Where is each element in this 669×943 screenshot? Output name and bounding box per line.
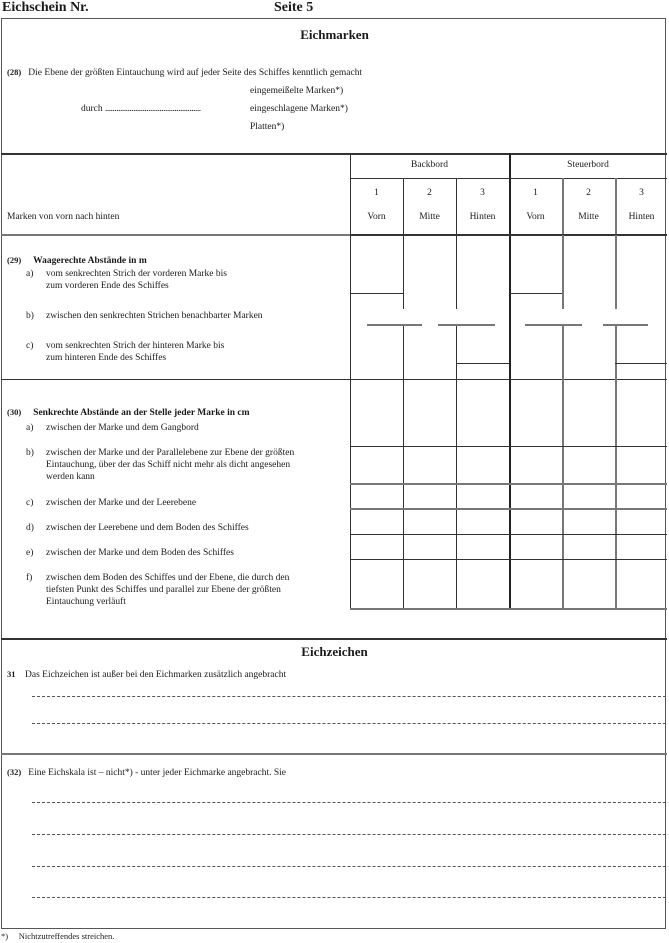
item-28-number: (28) [7, 67, 22, 77]
footnote [1, 931, 114, 941]
field-30a-sb-1[interactable] [510, 380, 561, 445]
item-text: Eintauchung verläuft [46, 597, 126, 607]
item-29-a [26, 268, 227, 292]
item-text: zwischen der Marke und dem Boden des Schiffes [46, 548, 234, 558]
item-29-b [26, 310, 263, 322]
field-30b-sb-2[interactable] [563, 447, 614, 482]
field-30f-sb-2[interactable] [563, 560, 614, 607]
grid-line [403, 235, 404, 309]
field-30c-bb-3[interactable] [457, 484, 508, 507]
item-text: Eintauchung, über der das Schiff nicht mehr als dicht angesehen [46, 460, 291, 470]
item-text: zum hinteren Ende des Schiffes [46, 353, 167, 363]
section-title-eichmarken: Eichmarken [300, 27, 369, 42]
col-bb-3-number: 3 [480, 188, 485, 198]
grid-line [456, 235, 457, 309]
durch-fill-field[interactable]: ................................................... [105, 104, 201, 114]
item-32-blank-line-4[interactable] [32, 897, 666, 898]
col-sb-3-number: 3 [639, 188, 644, 198]
divider [1, 153, 667, 155]
item-label: b) [26, 448, 34, 458]
field-30e-bb-1[interactable] [351, 535, 402, 558]
item-32-text: Eine Eichskala ist – nicht*) - unter jeder Eichmarke angebracht. Sie [28, 768, 287, 778]
field-30f-bb-1[interactable] [351, 560, 402, 607]
item-30-heading [7, 402, 250, 420]
grid-line [350, 178, 667, 179]
field-30c-sb-2[interactable] [563, 484, 614, 507]
item-32-number: (32) [7, 767, 22, 777]
col-sb-1-label: Vorn [526, 212, 545, 222]
col-sb-1-number: 1 [533, 188, 538, 198]
field-30d-bb-3[interactable] [457, 509, 508, 533]
item-label: b) [26, 311, 34, 321]
grid-line [509, 293, 562, 294]
item-text: zwischen den senkrechten Strichen benachbarter Marken [46, 311, 263, 321]
field-30d-sb-1[interactable] [510, 509, 561, 533]
field-30b-bb-3[interactable] [457, 447, 508, 482]
field-30f-bb-2[interactable] [404, 560, 455, 607]
item-30-title: Senkrechte Abstände an der Stelle jeder Marke in cm [33, 408, 250, 418]
field-30c-bb-1[interactable] [351, 484, 402, 507]
item-31-blank-line-2[interactable] [32, 723, 666, 724]
col-sb-2-label: Mitte [578, 212, 599, 222]
group-header-steuerbord: Steuerbord [567, 160, 609, 170]
field-30c-sb-1[interactable] [510, 484, 561, 507]
item-text: vom senkrechten Strich der hinteren Marke bis [46, 341, 225, 351]
field-29b-bb-1-2[interactable] [367, 324, 422, 326]
item-text: zwischen der Marke und der Parallelebene zur Ebene der größten [46, 448, 295, 458]
item-text: zwischen dem Boden des Schiffes und der Ebene, die durch den [46, 573, 290, 583]
option-plates[interactable]: Platten*) [250, 122, 285, 132]
item-31-text: Das Eichzeichen ist außer bei den Eichmarken zusätzlich angebracht [25, 670, 287, 680]
row-header-label: Marken von vorn nach hinten [7, 212, 120, 222]
field-30d-bb-2[interactable] [404, 509, 455, 533]
item-30-number: (30) [7, 407, 22, 417]
field-30e-bb-3[interactable] [457, 535, 508, 558]
section-title-eichzeichen: Eichzeichen [301, 644, 368, 659]
item-label: c) [26, 498, 34, 508]
field-30e-sb-2[interactable] [563, 535, 614, 558]
col-bb-3-label: Hinten [469, 212, 496, 222]
item-text: zum vorderen Ende des Schiffes [46, 281, 169, 291]
item-32 [7, 766, 286, 779]
field-30b-bb-1[interactable] [351, 447, 402, 482]
item-text: werden kann [46, 472, 95, 482]
item-30-d [26, 522, 249, 534]
field-30c-bb-2[interactable] [404, 484, 455, 507]
grid-line [403, 178, 404, 235]
field-30c-sb-3[interactable] [616, 484, 666, 507]
certificate-number-label: Eichschein Nr. [2, 0, 89, 15]
durch-text: durch [81, 104, 103, 114]
footnote-marker: *) [1, 931, 9, 941]
item-label: c) [26, 341, 34, 351]
item-label: d) [26, 523, 34, 533]
col-bb-1-number: 1 [374, 188, 379, 198]
divider [1, 753, 667, 755]
field-29a-sb-1[interactable] [510, 236, 562, 293]
field-29b-bb-2-3[interactable] [438, 324, 495, 326]
field-30e-bb-2[interactable] [404, 535, 455, 558]
grid-line [350, 608, 667, 610]
field-30f-sb-1[interactable] [510, 560, 561, 607]
grid-line [562, 178, 564, 235]
grid-line [615, 235, 617, 309]
field-29b-sb-1-2[interactable] [525, 324, 582, 326]
item-29-c [26, 340, 224, 364]
col-bb-1-label: Vorn [367, 212, 386, 222]
item-label: a) [26, 269, 34, 279]
grid-line [456, 178, 457, 235]
field-30a-sb-3[interactable] [616, 380, 666, 445]
field-30b-bb-2[interactable] [404, 447, 455, 482]
group-header-backbord: Backbord [411, 160, 448, 170]
field-29c-sb-3[interactable] [616, 364, 667, 379]
field-30a-bb-3[interactable] [457, 380, 508, 445]
field-29a-bb-1[interactable] [351, 236, 403, 293]
item-label: e) [26, 548, 34, 558]
grid-line [562, 325, 564, 379]
col-sb-3-label: Hinten [628, 212, 655, 222]
footnote-text: Nichtzutreffendes streichen. [18, 931, 115, 941]
item-text: zwischen der Marke und dem Gangbord [46, 423, 199, 433]
item-30-b [26, 447, 294, 483]
field-30a-sb-2[interactable] [563, 380, 614, 445]
field-30a-bb-1[interactable] [351, 380, 402, 445]
option-chiselled-marks[interactable]: eingemeißelte Marken*) [250, 86, 344, 96]
field-30f-bb-3[interactable] [457, 560, 508, 607]
section-divider [1, 638, 667, 640]
item-31-blank-line-1[interactable] [32, 696, 666, 697]
field-29c-bb-3[interactable] [457, 364, 509, 379]
item-29-title: Waagerechte Abstände in m [33, 256, 147, 266]
field-30d-bb-1[interactable] [351, 509, 402, 533]
field-29b-sb-2-3[interactable] [603, 324, 648, 326]
item-31 [7, 668, 286, 681]
page-number-label: Seite 5 [274, 0, 314, 15]
item-30-f [26, 572, 289, 608]
field-30b-sb-3[interactable] [616, 447, 666, 482]
item-32-blank-line-1[interactable] [32, 802, 666, 803]
grid-line [615, 178, 617, 235]
item-label: a) [26, 423, 34, 433]
item-29-heading [7, 250, 147, 268]
item-text: vom senkrechten Strich der vorderen Marke bis [46, 269, 227, 279]
durch-label [81, 103, 201, 115]
item-30-a [26, 422, 199, 434]
grid-line [403, 325, 404, 379]
field-30f-sb-3[interactable] [616, 560, 666, 607]
grid-line [562, 235, 564, 309]
field-30e-sb-3[interactable] [616, 535, 666, 558]
item-text: tiefsten Punkt des Schiffes und parallel zur Ebene der größten [46, 585, 281, 595]
item-30-c [26, 497, 196, 509]
field-30d-sb-2[interactable] [563, 509, 614, 533]
field-30b-sb-1[interactable] [510, 447, 561, 482]
grid-line [350, 293, 403, 294]
field-30e-sb-1[interactable] [510, 535, 561, 558]
col-sb-2-number: 2 [586, 188, 591, 198]
item-text: zwischen der Leerebene und dem Boden des Schiffes [46, 523, 249, 533]
item-label: f) [26, 573, 33, 583]
item-31-number: 31 [7, 669, 16, 679]
item-28 [7, 66, 362, 79]
item-32-blank-line-2[interactable] [32, 834, 666, 835]
col-bb-2-label: Mitte [419, 212, 440, 222]
item-30-e [26, 547, 234, 559]
field-30d-sb-3[interactable] [616, 509, 666, 533]
col-bb-2-number: 2 [427, 188, 432, 198]
field-30a-bb-2[interactable] [404, 380, 455, 445]
item-text: zwischen der Marke und der Leerebene [46, 498, 197, 508]
divider [1, 234, 350, 236]
item-28-text: Die Ebene der größten Eintauchung wird auf jeder Seite des Schiffes kenntlich gemacht [28, 68, 363, 78]
option-stamped-marks[interactable]: eingeschlagene Marken*) [250, 104, 348, 114]
item-32-blank-line-3[interactable] [32, 866, 666, 867]
item-29-number: (29) [7, 255, 22, 265]
